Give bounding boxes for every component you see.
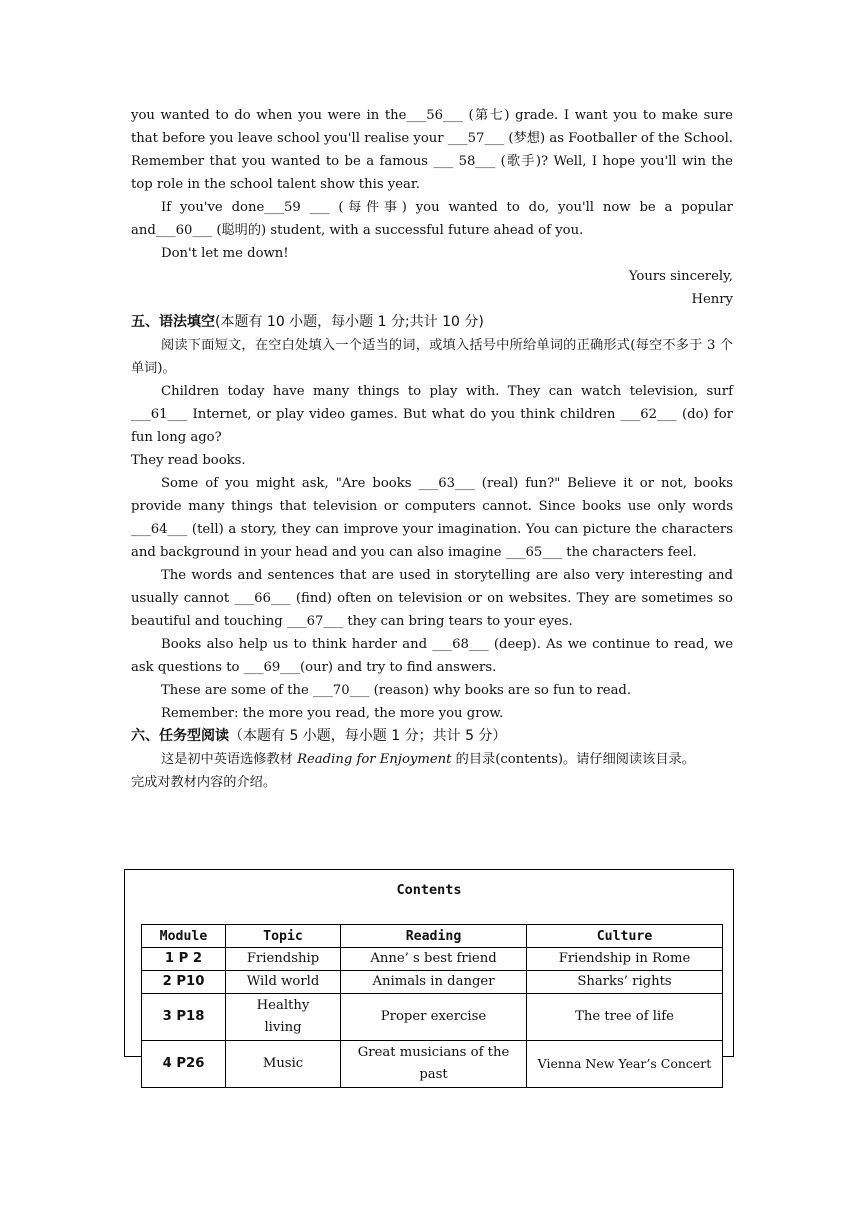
module-cell: 2 P10 [142,971,226,994]
book-title: Reading for Enjoyment [297,752,452,767]
header-reading: Reading [341,925,527,948]
passage-paragraph-7: Remember: the more you read, the more you grow. [161,706,504,721]
section6-heading [131,725,733,748]
header-topic: Topic [226,925,341,948]
passage-paragraph-2: They read books. [131,453,246,468]
table-row [142,994,723,1041]
section6-intro [131,748,733,771]
topic-cell: Music [226,1041,341,1088]
module-cell: 3 P18 [142,994,226,1041]
passage-paragraph-1: Children today have many things to play with. They can watch television, surf ___61___ Internet, or play video games. But what do you think children ___62___ (do) for fun long ago? [131,384,733,445]
section5-heading [131,311,733,334]
reading-cell: Animals in danger [341,971,527,994]
letter-paragraph-1: you wanted to do when you were in the___56___ (第七) grade. I want you to make sure that before you leave school you'll realise your ___57___ (梦想) as Footballer of the School. Remember that you wanted to be a famous ___ 58___ (歌手)? Well, I hope you'll win the top role in the school talent show this year. [131,108,733,192]
contents-table [141,924,723,1088]
section5-instruction: 阅读下面短文，在空白处填入一个适当的词，或填入括号中所给单词的正确形式(每空不多于 3 个单词)。 [131,338,733,376]
reading-cell: Proper exercise [341,994,527,1041]
culture-cell: Sharks’ rights [527,971,723,994]
table-header-row [142,925,723,948]
passage-paragraph-3: Some of you might ask, "Are books ___63___ (real) fun?" Believe it or not, books provide many things that television or computers cannot. Since books use only words ___64___ (tell) a story, they can improve your imagination. You can picture the characters and background in your head and you can also imagine ___65___ the characters feel. [131,476,733,560]
passage-paragraph-4: The words and sentences that are used in storytelling are also very interesting and usually cannot ___66___ (find) often on television or on websites. They are sometimes so beautiful and touching ___67___ they can bring tears to your eyes. [131,568,733,629]
contents-title: Contents [396,882,462,898]
passage-paragraph-5: Books also help us to think harder and ___68___ (deep). As we continue to read, we ask questions to ___69___(our) and try to find answers. [131,637,733,675]
letter-signature: Henry [691,292,733,307]
intro-text-b: 的目录(contents)。请仔细阅读该目录。 [451,752,695,767]
letter-closing: Yours sincerely, [628,269,733,284]
topic-cell: Wild world [226,971,341,994]
table-row [142,971,723,994]
table-row [142,1041,723,1088]
letter-paragraph-3: Don't let me down! [161,246,289,261]
culture-cell: Vienna New Year’s Concert [527,1041,723,1088]
module-cell: 1 P 2 [142,948,226,971]
table-row [142,948,723,971]
document-body [131,104,733,794]
culture-cell: The tree of life [527,994,723,1041]
header-culture: Culture [527,925,723,948]
reading-cell: Great musicians of the past [341,1041,527,1088]
topic-cell: Friendship [226,948,341,971]
passage-paragraph-6: These are some of the ___70___ (reason) why books are so fun to read. [161,683,632,698]
section5-note: (本题有 10 小题，每小题 1 分;共计 10 分) [215,314,484,330]
topic-cell: Healthy living [226,994,341,1041]
header-module: Module [142,925,226,948]
section6-intro-2: 完成对教材内容的介绍。 [131,775,277,790]
culture-cell: Friendship in Rome [527,948,723,971]
section6-note: （本题有 5 小题，每小题 1 分；共计 5 分） [229,728,507,744]
letter-paragraph-2: If you've done___59 ___ (每件事) you wanted to do, you'll now be a popular and___60___ (聪明的) student, with a successful future ahead of you. [131,200,733,238]
section5-title: 五、语法填空 [131,314,215,330]
section6-title: 六、任务型阅读 [131,728,229,744]
intro-text-a: 这是初中英语选修教材 [161,752,298,767]
reading-cell: Anne’ s best friend [341,948,527,971]
module-cell: 4 P26 [142,1041,226,1088]
